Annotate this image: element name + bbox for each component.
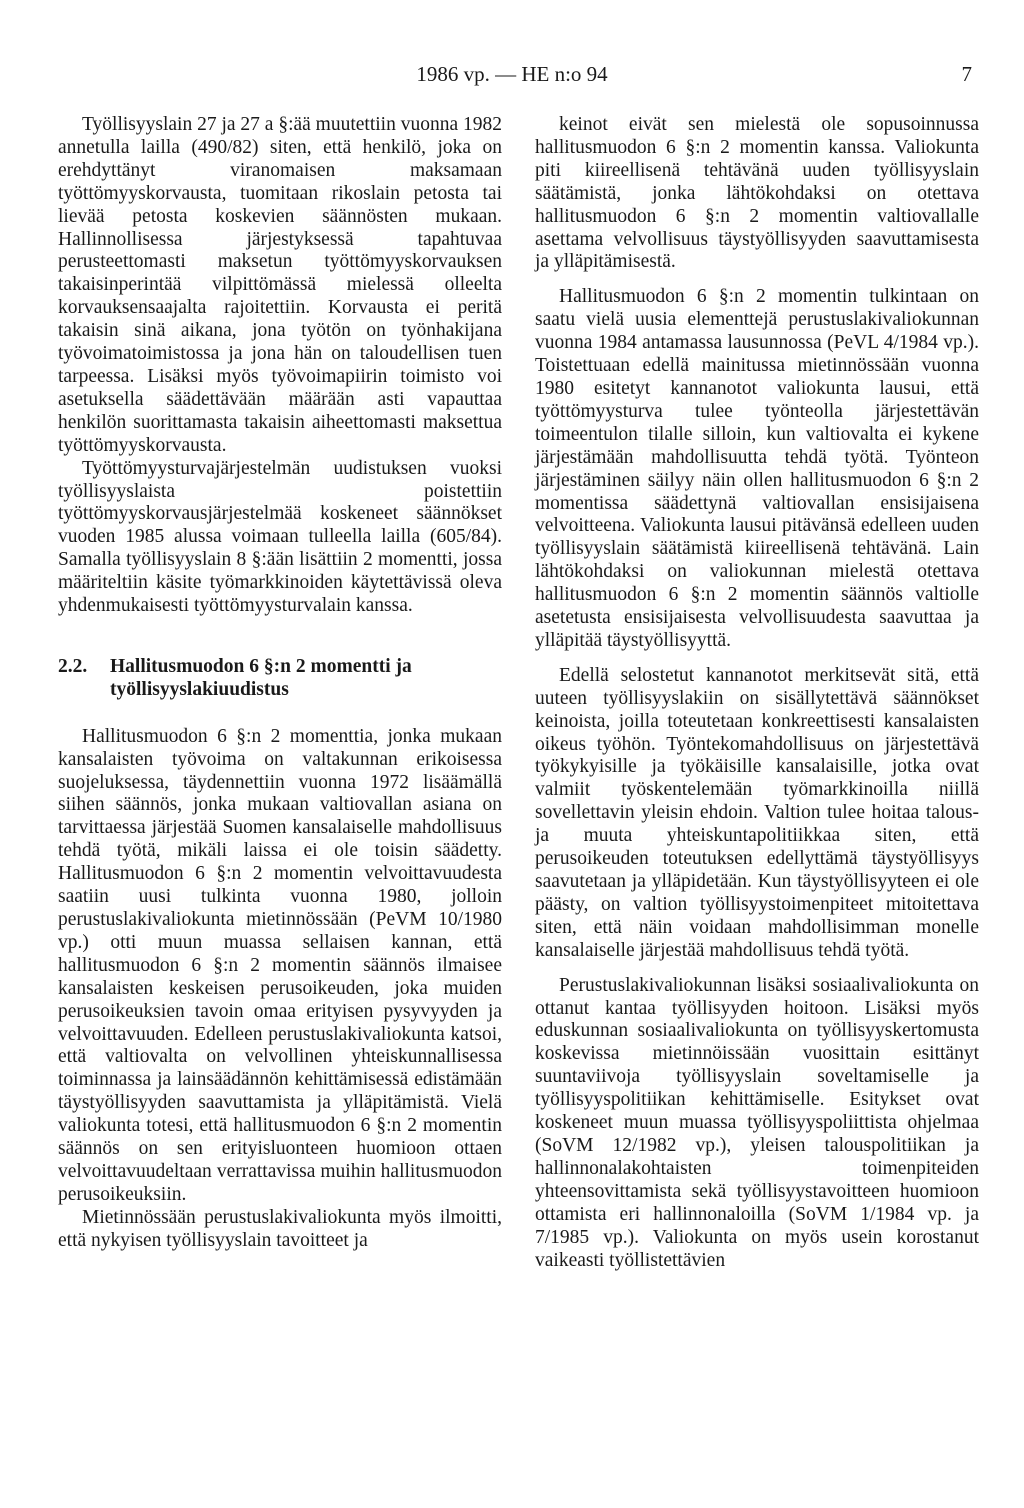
left-column [58, 114, 502, 1253]
paragraph: Edellä selostetut kannanotot merkitsevät sitä, että uuteen työllisyyslakiin on sisällytettävä säännökset keinoista, joilla toteutetaan konkreettisesti kansalaisten oikeus työhön. Työntekomahdollisuus on järjestettävä työkykyisille ja työkäisille kansalaisille, jotka ovat valmiit työskentelemään työmarkkinoilla niillä sovellettavin yleisin ehdoin. Valtion tulee hoitaa talous- ja muuta yhteiskuntapolitiikkaa siten, että perusoikeuden toteutuksen edellyttämä täystyöllisyys saavutetaan ja ylläpidetään. Kun täystyöllisyyteen ei ole päästy, on valtion työllisyystoimenpiteet mitoitettava siten, että näin voidaan mahdollisimman monelle kansalaiselle järjestää mahdollisuus tehdä työtä. [535, 664, 979, 961]
running-title: 1986 vp. — HE n:o 94 [416, 62, 608, 86]
paragraph: Mietinnössään perustuslakivaliokunta myös ilmoitti, että nykyisen työllisyyslain tavoitteet ja [58, 1206, 502, 1251]
section-title: Hallitusmuodon 6 §:n 2 momentti ja työllisyyslakiuudistus [110, 655, 412, 700]
paragraph: Hallitusmuodon 6 §:n 2 momentin tulkintaan on saatu vielä uusia elementtejä perustuslakivaliokunnan vuonna 1984 antamassa lausunnossa (PeVL 4/1984 vp.). Toistettuaan edellä mainitussa mietinnössään vuonna 1980 esitetyt kannanotot valiokunta lausui, että työttömyysturva tulee työnteolla järjestettävän toimeentulon tilalle silloin, kun valtiovalta ei kykene järjestämään mahdollisuutta tehdä työtä. Työnteon järjestäminen säilyy näin ollen hallitusmuodon 6 §:n 2 momentissa säädettynä valtiovallan ensisijaisena velvoitteena. Valiokunta lausui pitävänsä edelleen uuden työllisyyslain säätämistä kiireellisenä tehtävänä. Lain lähtökohdaksi on valiokunnan mielestä otettava hallitusmuodon 6 §:n 2 momentin säännös valtiolle asetetusta ensisijaisesta velvollisuudesta saavuttaa ja ylläpitää täystyöllisyyttä. [535, 286, 979, 651]
right-column [535, 114, 979, 1272]
paragraph: Työllisyyslain 27 ja 27 a §:ää muutettiin vuonna 1982 annetulla lailla (490/82) siten, että henkilö, joka on erehdyttänyt viranomaisen maksamaan työttömyyskorvausta, tuomitaan rikoslain petosta tai lievää petosta koskevien säännösten mukaan. Hallinnollisessa järjestyksessä tapahtuvaa perusteettomasti maksetun työttömyyskorvauksen takaisinperintää vilpittömässä mielessä olleelta korvauksensaajalta rajoitettiin. Korvausta ei peritä takaisin sinä aikana, jona työtön on työnhakijana työvoimatoimistossa ja jona hän on taloudellisen tuen tarpeessa. Lisäksi myös työvoimapiirin toimisto voi asetuksella säädettävään määrään asti vapauttaa henkilön suorittamasta takaisin aiheettomasti maksettua työttömyyskorvausta. [58, 114, 502, 456]
paragraph: Työttömyysturvajärjestelmän uudistuksen vuoksi työllisyyslaista poistettiin työttömyyskorvausjärjestelmää koskeneet säännökset vuoden 1985 alussa voimaan tulleella lailla (605/84). Samalla työllisyyslain 8 §:ään lisättiin 2 momentti, jossa määriteltiin käsite työmarkkinoiden käytettävissä oleva yhdenmukaisesti työttömyysturvalain kanssa. [58, 457, 502, 617]
page-number: 7 [961, 62, 972, 86]
paragraph: Hallitusmuodon 6 §:n 2 momenttia, jonka mukaan kansalaisten työvoima on valtakunnan erikoisessa suojeluksessa, täydennettiin vuonna 1972 lisäämällä siihen säännös, jonka mukaan valtiovallan asiana on tarvittaessa järjestää Suomen kansalaiselle mahdollisuus tehdä työtä, mikäli laissa ei ole toisin säädetty. Hallitusmuodon 6 §:n 2 momentin velvoittavuudesta saatiin uusi tulkinta vuonna 1980, jolloin perustuslakivaliokunta mietinnössään (PeVM 10/1980 vp.) otti muun muassa sellaisen kannan, että hallitusmuodon 6 §:n 2 momentin säännös ilmaisee kansalaisten keskeisen perusoikeuden, joka muiden perusoikeuksien tavoin omaa erityisen pysyvyyden ja velvoittavuuden. Edelleen perustuslakivaliokunta katsoi, että valtiovalta on velvollinen yhteiskunnallisessa toiminnassa ja lainsäädännön kehittämisessä edistämään täystyöllisyyden saavuttamista ja ylläpitämistä. Vielä valiokunta totesi, että hallitusmuodon 6 §:n 2 momentin säännös on sen erityisluonteen huomioon ottaen velvoittavuudeltaan verrattavissa muihin hallitusmuodon perusoikeuksiin. [58, 725, 502, 1205]
paragraph: Perustuslakivaliokunnan lisäksi sosiaalivaliokunta on ottanut kantaa työllisyyden hoitoon. Lisäksi myös eduskunnan sosiaalivaliokunta on työllisyyskertomusta koskevissa mietinnöissään vuosittain esittänyt suuntaviivoja työllisyyslain soveltamiselle ja työllisyyspolitiikan kehittämiselle. Esitykset ovat koskeneet muun muassa työllisyyspoliittista ohjelmaa (SoVM 12/1982 vp.), yleisen talouspolitiikan ja hallinnonalakohtaisten toimenpiteiden yhteensovittamista sekä työllisyystavoitteen huomioon ottamista eri hallinnonaloilla (SoVM 1/1984 vp. ja 7/1985 vp.). Valiokunta on myös usein korostanut vaikeasti työllistettävien [535, 974, 979, 1271]
section-number: 2.2. [58, 655, 88, 677]
section-heading [58, 656, 502, 702]
paragraph: keinot eivät sen mielestä ole sopusoinnussa hallitusmuodon 6 §:n 2 momentin kanssa. Valiokunta piti kiireellisenä tehtävänä uuden työllisyyslain säätämistä, jonka lähtökohdaksi on otettava hallitusmuodon 6 §:n 2 momentin valtiovallalle asettama velvollisuus täystyöllisyyden saavuttamisesta ja ylläpitämisestä. [535, 114, 979, 273]
page-header [0, 62, 1024, 92]
